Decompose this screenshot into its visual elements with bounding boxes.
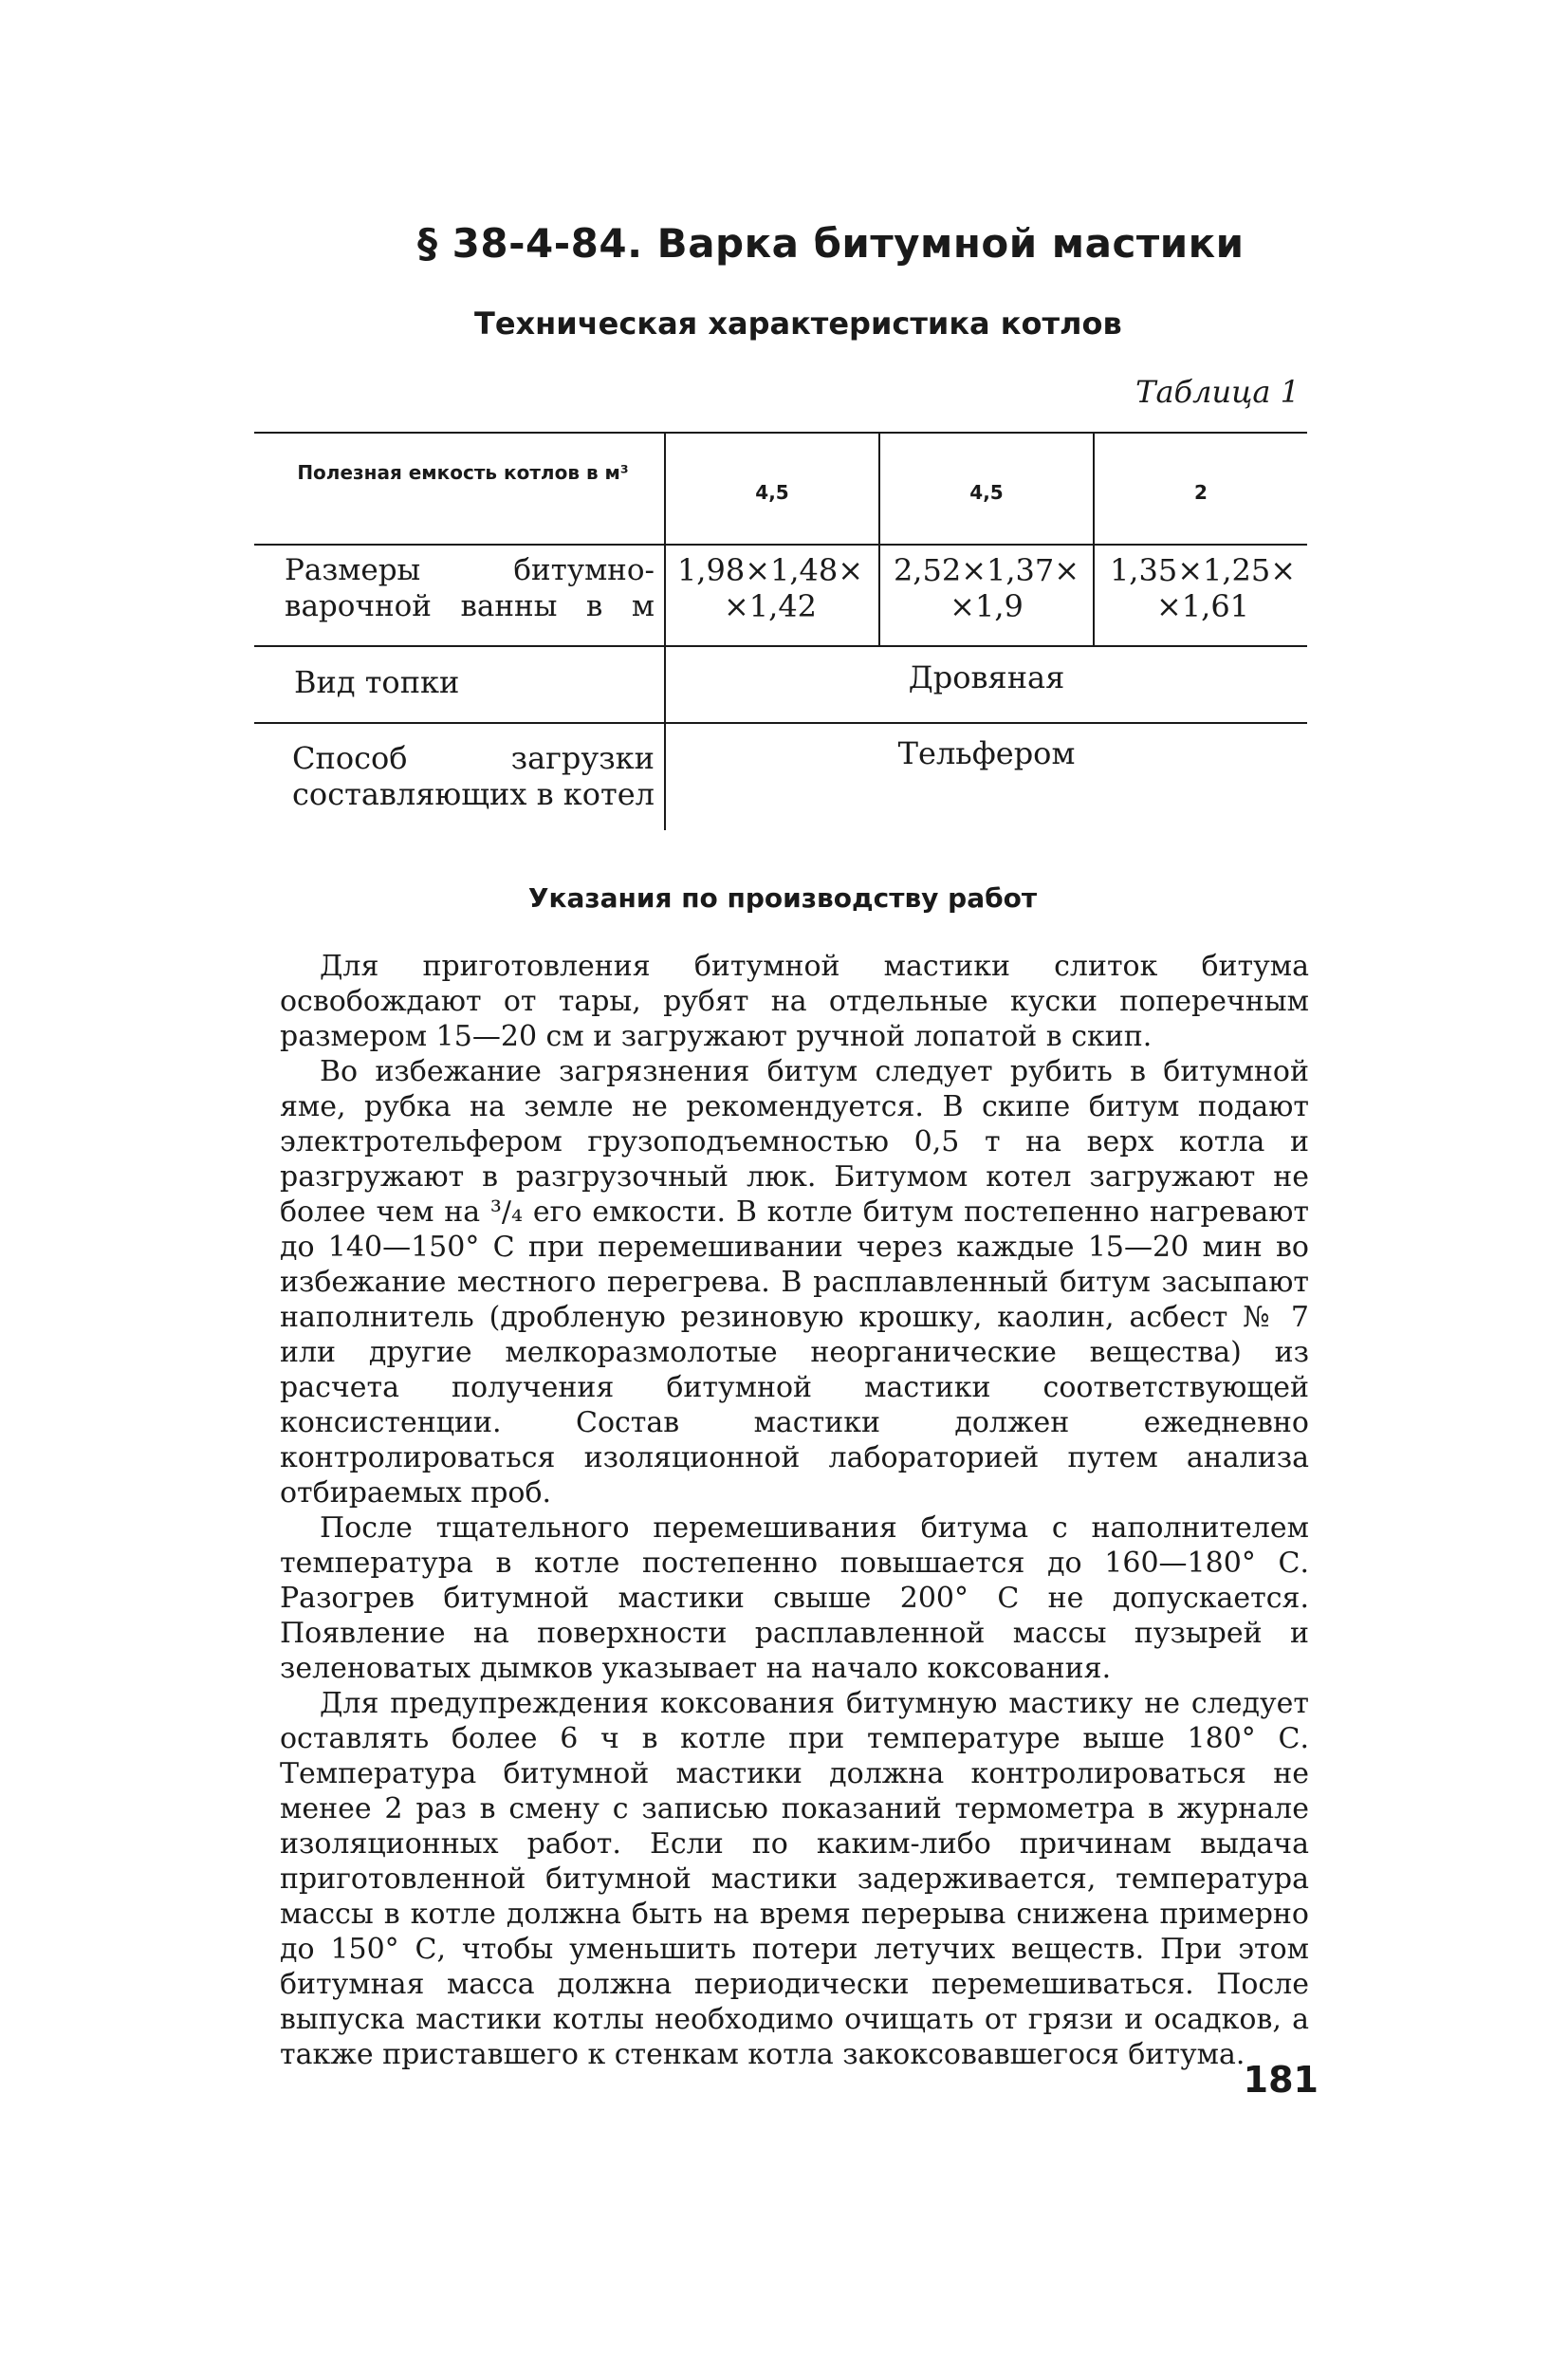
paragraph: Во избежание загрязнения битум следует рубить в битумной яме, рубка на земле не рекомендуется. В скипе битум подают электротельфером грузоподъемностью 0,5 т на верх котла и разгружают в разгрузочный люк. Битумом котел загружают не более чем на ³/₄ его емкости. В котле битум постепенно нагревают до 140—150° С при перемешивании через каждые 15—20 мин во избежание местного перегрева. В расплавленный битум засыпают наполнитель (дробленую резиновую крошку, каолин, асбест № 7 или другие мелкоразмолотые неорганические вещества) из расчета получения битумной мастики соответствующей консистенции. Состав мастики должен ежедневно контролироваться изоляционной лабораторией путем анализа отбираемых проб. — [280, 1055, 1309, 1510]
paragraph: Для предупреждения коксования битумную мастику не следует оставлять более 6 ч в котле при температуре выше 180° С. Температура битумной мастики должна контролироваться не менее 2 раз в смену с записью показаний термометра в журнале изоляционных работ. Если по каким-либо причинам выдача приготовленной битумной мастики задерживается, температура массы в котле должна быть на время перерыва снижена примерно до 150° С, чтобы уменьшить потери летучих веществ. При этом битумная масса должна периодически перемешиваться. После выпуска мастики котлы необходимо очищать от грязи и осадков, а также приставшего к стенкам котла закоксовавшегося битума. — [280, 1687, 1309, 2071]
section-title: § 38-4-84. Варка битумной мастики — [417, 220, 1245, 267]
table-label: Таблица 1 — [1135, 374, 1300, 410]
header-value-2: 4,5 — [969, 481, 1004, 504]
table-top-rule — [254, 432, 1307, 434]
header-bottom-rule — [254, 544, 1307, 546]
row1-bottom-rule — [254, 645, 1307, 647]
col2-divider — [1093, 432, 1095, 645]
row1-value-2: 2,52×1,37× ×1,9 — [893, 552, 1080, 624]
body-text — [280, 949, 1309, 2072]
paragraph: Для приготовления битумной мастики слиток битума освобождают от тары, рубят на отдельные куски поперечным размером 15—20 см и загружают ручной лопатой в скип. — [280, 950, 1309, 1053]
col1-divider — [878, 432, 880, 645]
row3-label: Способ загрузки составляющих в котел — [292, 740, 655, 812]
header-value-1: 4,5 — [755, 481, 789, 504]
row1-value-1: 1,98×1,48× ×1,42 — [676, 552, 864, 624]
work-instructions-heading: Указания по производству работ — [527, 882, 1038, 914]
page-number: 181 — [1243, 2059, 1319, 2101]
boiler-spec-table — [254, 432, 1307, 830]
row1-label: Размеры битумно-варочной ванны в м — [285, 553, 655, 623]
row2-label: Вид топки — [294, 664, 460, 700]
header-value-3: 2 — [1194, 481, 1208, 504]
row1-value-3: 1,35×1,25× ×1,61 — [1109, 552, 1297, 624]
header-label: Полезная емкость котлов в м³ — [297, 461, 629, 484]
row3-merged-value: Тельфером — [897, 735, 1076, 771]
row2-merged-value: Дровяная — [908, 659, 1065, 695]
paragraph: После тщательного перемешивания битума с наполнителем температура в котле постепенно повышается до 160—180° С. Разогрев битумной мастики свыше 200° С не допускается. Появление на поверхности расплавленной массы пузырей и зеленоватых дымков указывает на начало коксования. — [280, 1511, 1309, 1685]
row2-bottom-rule — [254, 722, 1307, 724]
table-subtitle: Техническая характеристика котлов — [474, 306, 1122, 342]
